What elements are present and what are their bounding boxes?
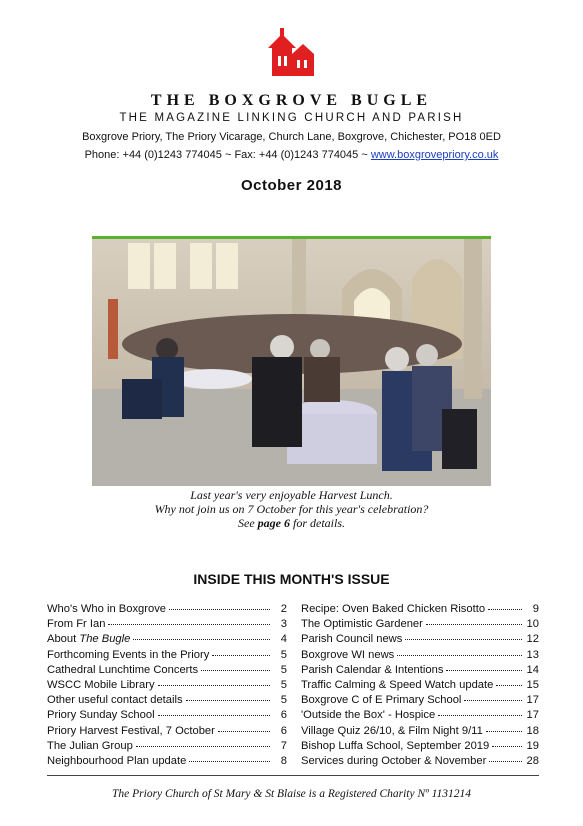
toc-item: Priory Sunday School 6 — [47, 709, 287, 722]
toc-right-column — [301, 603, 539, 770]
website-link[interactable]: www.boxgrovepriory.co.uk — [370, 149, 499, 161]
toc-item: Traffic Calming & Speed Watch update 15 — [301, 678, 539, 691]
toc-item: Cathedral Lunchtime Concerts 5 — [47, 663, 287, 676]
boxgrove-priory-logo-icon — [266, 26, 318, 78]
harvest-lunch-photo — [92, 236, 491, 486]
toc-item: Boxgrove C of E Primary School 17 — [301, 694, 539, 707]
photo-caption — [0, 488, 583, 530]
contact-line — [0, 149, 583, 161]
toc-item: Recipe: Oven Baked Chicken Risotto 9 — [301, 603, 539, 615]
toc-item: Parish Calendar & Intentions 14 — [301, 663, 539, 676]
issue-date: October 2018 — [240, 177, 343, 194]
caption-page-ref: page 6 — [257, 516, 290, 530]
toc-item: Parish Council news 12 — [301, 633, 539, 646]
toc-item: Other useful contact details 5 — [47, 694, 287, 707]
caption-line-2: Why not join us on 7 October for this year's celebration? — [154, 502, 429, 516]
charity-notice: The Priory Church of St Mary & St Blaise is a Registered Charity Nº 1131214 — [112, 788, 471, 800]
toc-item: Bishop Luffa School, September 2019 19 — [301, 739, 539, 752]
toc-item: Who's Who in Boxgrove 2 — [47, 603, 287, 615]
photo-illustration — [92, 239, 491, 486]
address-line: Boxgrove Priory, The Priory Vicarage, Church Lane, Boxgrove, Chichester, PO18 0ED — [82, 131, 501, 143]
caption-line-1: Last year's very enjoyable Harvest Lunch. — [190, 488, 393, 502]
toc-item: The Optimistic Gardener 10 — [301, 618, 539, 631]
toc-item: Priory Harvest Festival, 7 October 6 — [47, 724, 287, 737]
toc-left-column — [47, 603, 287, 770]
phone-fax: Phone: +44 (0)1243 774045 ~ Fax: +44 (0)1243 774045 ~ — [84, 149, 371, 161]
toc-item: 'Outside the Box' - Hospice 17 — [301, 709, 539, 722]
toc-item: Neighbourhood Plan update 8 — [47, 754, 287, 767]
caption-line-3: See page 6 for details. — [238, 516, 345, 530]
toc-item: WSCC Mobile Library 5 — [47, 678, 287, 691]
toc-item: About The Bugle 4 — [47, 633, 287, 646]
toc-heading: INSIDE THIS MONTH'S ISSUE — [193, 571, 390, 587]
magazine-title: THE BOXGROVE BUGLE — [150, 92, 433, 109]
toc-item: Services during October & November 28 — [301, 754, 539, 767]
toc-item: The Julian Group 7 — [47, 739, 287, 752]
magazine-subtitle: THE MAGAZINE LINKING CHURCH AND PARISH — [119, 112, 464, 124]
toc-item: From Fr Ian 3 — [47, 618, 287, 631]
toc-item: Village Quiz 26/10, & Film Night 9/11 18 — [301, 724, 539, 737]
footer-divider — [47, 775, 539, 776]
toc-item: Boxgrove WI news 13 — [301, 648, 539, 661]
toc-item: Forthcoming Events in the Priory 5 — [47, 648, 287, 661]
